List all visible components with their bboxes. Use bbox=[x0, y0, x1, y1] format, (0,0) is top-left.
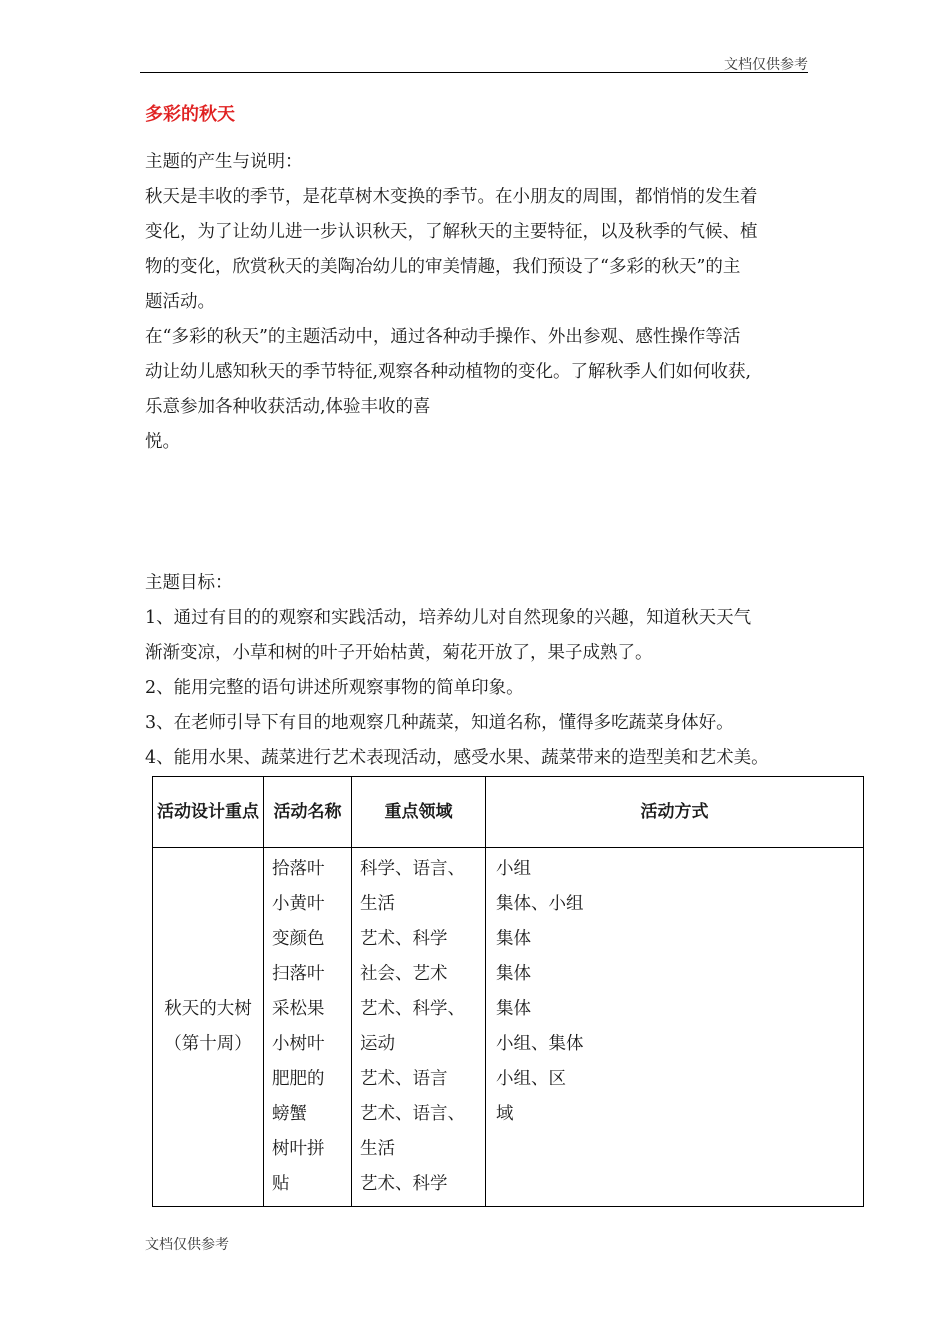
theme-name: 秋天的大树 bbox=[164, 999, 252, 1019]
list-item: 社会、艺术 bbox=[360, 964, 448, 984]
document-title: 多彩的秋天 bbox=[145, 104, 235, 125]
list-item: 树叶拼 bbox=[272, 1139, 325, 1159]
list-item: 集体 bbox=[496, 929, 531, 949]
intro-line: 乐意参加各种收获活动,体验丰收的喜 bbox=[145, 397, 431, 417]
goal-line: 渐渐变凉，小草和树的叶子开始枯黄，菊花开放了，果子成熟了。 bbox=[145, 643, 653, 663]
intro-line: 变化，为了让幼儿进一步认识秋天，了解秋天的主要特征，以及秋季的气候、植 bbox=[145, 222, 758, 242]
list-item: 小组、区 bbox=[496, 1069, 566, 1089]
intro-heading: 主题的产生与说明： bbox=[145, 152, 303, 172]
list-item: 螃蟹 bbox=[272, 1104, 307, 1124]
header-domain: 重点领域 bbox=[352, 777, 486, 848]
intro-line: 动让幼儿感知秋天的季节特征,观察各种动植物的变化。了解秋季人们如何收获, bbox=[145, 362, 752, 382]
goals-heading: 主题目标： bbox=[145, 573, 233, 593]
header-design-focus: 活动设计重点 bbox=[153, 777, 264, 848]
list-item: 集体 bbox=[496, 999, 531, 1019]
intro-line: 物的变化，欣赏秋天的美陶冶幼儿的审美情趣，我们预设了“多彩的秋天”的主 bbox=[145, 257, 741, 277]
goal-line: 1、通过有目的的观察和实践活动，培养幼儿对自然现象的兴趣，知道秋天天气 bbox=[145, 608, 752, 628]
intro-line: 秋天是丰收的季节，是花草树木变换的季节。在小朋友的周围，都悄悄的发生着 bbox=[145, 187, 758, 207]
intro-line: 悦。 bbox=[145, 432, 180, 452]
goal-line: 2、能用完整的语句讲述所观察事物的简单印象。 bbox=[145, 678, 524, 698]
list-item: 艺术、科学 bbox=[360, 1174, 448, 1194]
list-item: 拾落叶 bbox=[272, 859, 325, 879]
table-header-row bbox=[153, 777, 864, 848]
goal-line: 4、能用水果、蔬菜进行艺术表现活动，感受水果、蔬菜带来的造型美和艺术美。 bbox=[145, 748, 769, 768]
activity-names-cell bbox=[264, 848, 352, 1207]
goal-line: 3、在老师引导下有目的地观察几种蔬菜，知道名称，懂得多吃蔬菜身体好。 bbox=[145, 713, 734, 733]
theme-week: （第十周） bbox=[164, 1034, 252, 1054]
list-item: 生活 bbox=[360, 1139, 395, 1159]
list-item: 扫落叶 bbox=[272, 964, 325, 984]
theme-cell bbox=[153, 848, 264, 1207]
activity-table bbox=[152, 776, 864, 1207]
list-item: 生活 bbox=[360, 894, 395, 914]
domains-cell bbox=[352, 848, 486, 1207]
list-item: 艺术、语言 bbox=[360, 1069, 448, 1089]
page-header-text: 文档仅供参考 bbox=[724, 57, 808, 73]
list-item: 小组、集体 bbox=[496, 1034, 584, 1054]
list-item: 集体、小组 bbox=[496, 894, 584, 914]
list-item: 艺术、科学 bbox=[360, 929, 448, 949]
list-item: 肥肥的 bbox=[272, 1069, 325, 1089]
list-item: 科学、语言、 bbox=[360, 859, 465, 879]
list-item: 艺术、语言、 bbox=[360, 1104, 465, 1124]
list-item: 域 bbox=[496, 1104, 514, 1124]
list-item: 变颜色 bbox=[272, 929, 325, 949]
list-item: 艺术、科学、 bbox=[360, 999, 465, 1019]
list-item: 小组 bbox=[496, 859, 531, 879]
intro-section bbox=[145, 145, 815, 460]
table-row bbox=[153, 848, 864, 1207]
header-activity-name: 活动名称 bbox=[264, 777, 352, 848]
modes-cell bbox=[486, 848, 864, 1207]
list-item: 贴 bbox=[272, 1174, 290, 1194]
intro-line: 在“多彩的秋天”的主题活动中，通过各种动手操作、外出参观、感性操作等活 bbox=[145, 327, 741, 347]
page-footer-text: 文档仅供参考 bbox=[145, 1237, 229, 1253]
list-item: 运动 bbox=[360, 1034, 395, 1054]
goals-section bbox=[145, 566, 815, 776]
header-mode: 活动方式 bbox=[486, 777, 864, 848]
list-item: 小树叶 bbox=[272, 1034, 325, 1054]
list-item: 小黄叶 bbox=[272, 894, 325, 914]
list-item: 采松果 bbox=[272, 999, 325, 1019]
intro-line: 题活动。 bbox=[145, 292, 215, 312]
header-divider bbox=[140, 72, 808, 73]
list-item: 集体 bbox=[496, 964, 531, 984]
